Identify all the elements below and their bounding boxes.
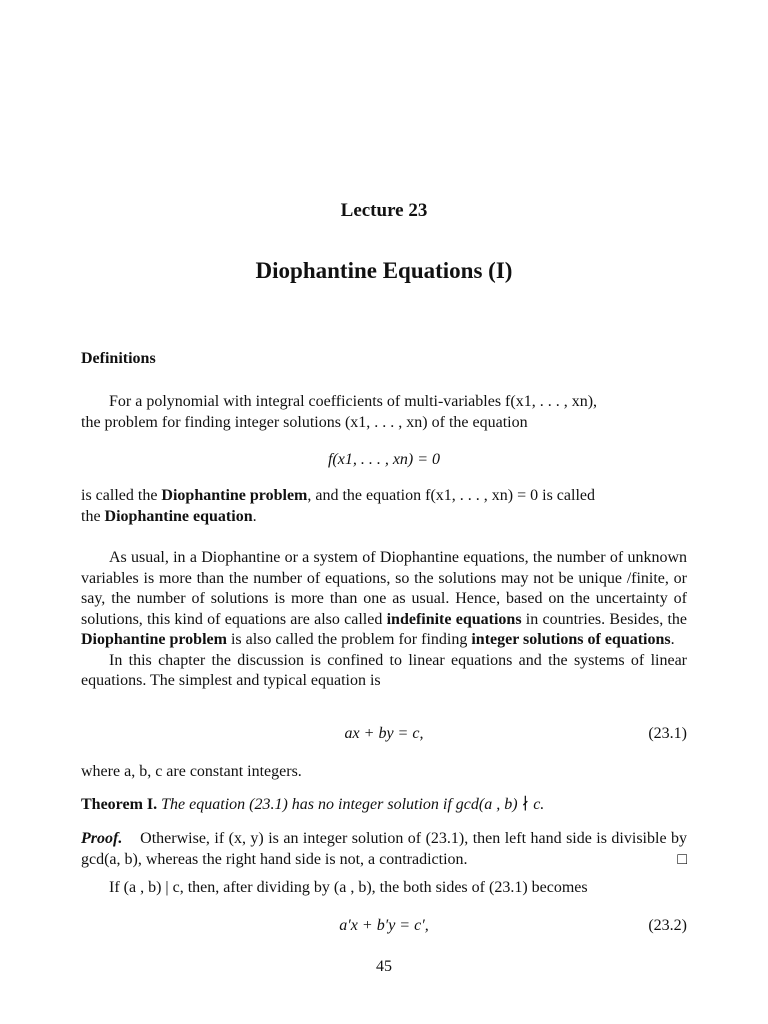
equation-23-2-text: a′x + b′y = c′,	[339, 917, 429, 934]
section-heading: Definitions	[81, 350, 156, 367]
para3-bold3: integer solutions of equations	[471, 631, 671, 648]
para1-line2: the problem for finding integer solutions (x1, . . . , xn) of the equation	[81, 413, 528, 431]
equation-23-1-number: (23.1)	[648, 725, 687, 742]
theorem-text: The equation (23.1) has no integer solution if gcd(a , b) ∤ c.	[157, 796, 545, 813]
paragraph-usual	[81, 548, 687, 692]
page-number: 45	[376, 958, 392, 975]
para3-b: in countries. Besides, the	[521, 610, 688, 628]
where-text: where a, b, c are constant integers.	[81, 763, 302, 780]
paragraph-gcd	[81, 878, 687, 899]
para3-d: .	[670, 631, 675, 648]
proof-label: Proof.	[81, 830, 123, 847]
proof	[81, 829, 687, 870]
para2-bold2: Diophantine equation	[104, 507, 253, 525]
para3-a: As usual, in a Diophantine or a system of Diophantine equations, the number of unknown variables is more than the number of equations, so the solutions may not be unique /finite, or say, the number of solutions is more than one as usual. Hence, based on the uncertainty of solutions, this kind of equations are also called	[81, 549, 687, 628]
equation-main	[81, 450, 687, 472]
equation-23-2-number: (23.2)	[648, 917, 687, 934]
proof-text: Otherwise, if (x, y) is an integer solution of (23.1), then left hand side is divisible by gcd(a, b), whereas the right hand side is not, a contradiction.	[81, 830, 687, 868]
para5: If (a , b) | c, then, after dividing by (a , b), the both sides of (23.1) becomes	[109, 879, 588, 896]
qed-symbol: □	[677, 850, 687, 868]
para2-a: is called the	[81, 487, 162, 504]
equation-23-2	[81, 916, 687, 938]
para3-bold1: indefinite equations	[386, 610, 522, 628]
where-line	[81, 762, 687, 783]
chapter-title: Diophantine Equations (I)	[255, 258, 513, 283]
equation-23-1	[81, 724, 687, 746]
equation-main-text: f(x1, . . . , xn) = 0	[327, 451, 441, 468]
theorem-label: Theorem I.	[81, 796, 158, 813]
para3-bold2: Diophantine problem	[81, 631, 227, 648]
para2-c: the	[81, 507, 105, 525]
para2-d: .	[252, 507, 257, 525]
theorem-1	[81, 795, 687, 816]
para4: In this chapter the discussion is confined to linear equations and the systems of linear equations. The simplest and typical equation is	[81, 651, 687, 689]
equation-23-1-text: ax + by = c,	[344, 725, 424, 742]
para2-bold1: Diophantine problem	[161, 487, 308, 504]
paragraph-called	[81, 486, 687, 527]
para3-c: is also called the problem for finding	[226, 631, 472, 648]
para2-b: , and the equation f(x1, . . . , xn) = 0 is called	[307, 487, 595, 504]
para1-line1: For a polynomial with integral coefficients of multi-variables f(x1, . . . , xn),	[109, 393, 598, 410]
paragraph-definition	[81, 392, 687, 433]
lecture-label: Lecture 23	[340, 200, 428, 221]
